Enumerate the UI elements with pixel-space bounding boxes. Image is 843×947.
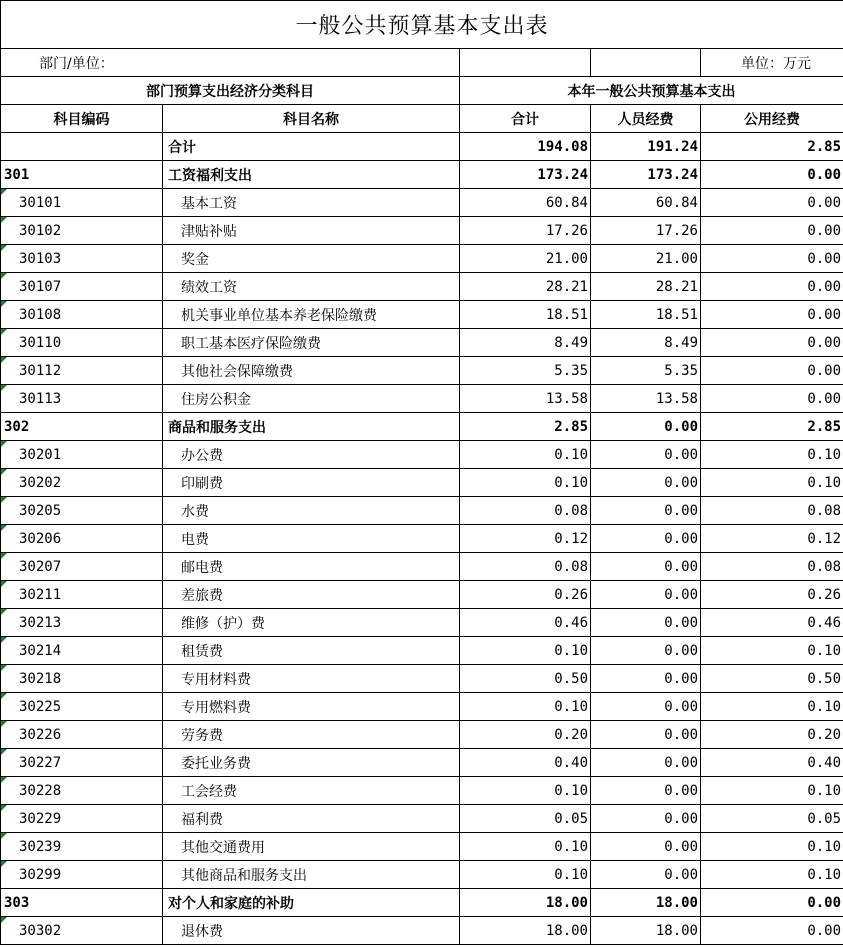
public-cell: 0.08 xyxy=(701,553,843,581)
table-row xyxy=(1,693,843,721)
table-row xyxy=(1,301,843,329)
total-cell: 28.21 xyxy=(460,273,591,301)
table-row xyxy=(1,553,843,581)
personnel-cell: 0.00 xyxy=(591,721,701,749)
personnel-cell: 0.00 xyxy=(591,693,701,721)
code-cell: 30229 xyxy=(1,805,163,833)
code-cell: 30108 xyxy=(1,301,163,329)
personnel-cell: 0.00 xyxy=(591,469,701,497)
total-cell: 60.84 xyxy=(460,189,591,217)
total-cell: 0.08 xyxy=(460,497,591,525)
public-cell: 0.00 xyxy=(701,217,843,245)
name-cell: 差旅费 xyxy=(163,581,460,609)
total-cell: 2.85 xyxy=(460,413,591,441)
total-cell: 0.10 xyxy=(460,441,591,469)
name-cell: 奖金 xyxy=(163,245,460,273)
personnel-cell: 18.51 xyxy=(591,301,701,329)
table-row xyxy=(1,329,843,357)
code-cell: 30302 xyxy=(1,917,163,945)
public-cell: 0.40 xyxy=(701,749,843,777)
name-cell: 委托业务费 xyxy=(163,749,460,777)
total-cell: 8.49 xyxy=(460,329,591,357)
public-cell: 0.00 xyxy=(701,385,843,413)
table-row xyxy=(1,133,843,161)
name-cell: 印刷费 xyxy=(163,469,460,497)
name-cell: 职工基本医疗保险缴费 xyxy=(163,329,460,357)
table-row xyxy=(1,245,843,273)
table-row xyxy=(1,609,843,637)
table-row xyxy=(1,217,843,245)
public-cell: 0.00 xyxy=(701,917,843,945)
dept-label: 部门/单位： xyxy=(1,49,460,77)
personnel-cell: 8.49 xyxy=(591,329,701,357)
name-cell: 专用燃料费 xyxy=(163,693,460,721)
code-cell: 30107 xyxy=(1,273,163,301)
name-cell: 电费 xyxy=(163,525,460,553)
name-cell: 机关事业单位基本养老保险缴费 xyxy=(163,301,460,329)
personnel-cell: 0.00 xyxy=(591,609,701,637)
total-cell: 21.00 xyxy=(460,245,591,273)
total-cell: 0.10 xyxy=(460,861,591,889)
personnel-cell: 28.21 xyxy=(591,273,701,301)
code-cell: 302 xyxy=(1,413,163,441)
name-cell: 合计 xyxy=(163,133,460,161)
name-cell: 福利费 xyxy=(163,805,460,833)
total-cell: 0.05 xyxy=(460,805,591,833)
total-cell: 0.10 xyxy=(460,469,591,497)
meta-row xyxy=(1,49,843,77)
code-cell: 30101 xyxy=(1,189,163,217)
personnel-cell: 0.00 xyxy=(591,637,701,665)
personnel-cell: 173.24 xyxy=(591,161,701,189)
header-public: 公用经费 xyxy=(701,105,843,133)
public-cell: 0.10 xyxy=(701,861,843,889)
total-cell: 5.35 xyxy=(460,357,591,385)
public-cell: 0.12 xyxy=(701,525,843,553)
personnel-cell: 5.35 xyxy=(591,357,701,385)
table-row xyxy=(1,805,843,833)
public-cell: 0.10 xyxy=(701,777,843,805)
name-cell: 津贴补贴 xyxy=(163,217,460,245)
code-cell: 30225 xyxy=(1,693,163,721)
total-cell: 0.08 xyxy=(460,553,591,581)
group-header-left: 部门预算支出经济分类科目 xyxy=(1,77,460,105)
personnel-cell: 0.00 xyxy=(591,833,701,861)
code-cell: 30227 xyxy=(1,749,163,777)
code-cell: 30112 xyxy=(1,357,163,385)
table-row xyxy=(1,413,843,441)
name-cell: 对个人和家庭的补助 xyxy=(163,889,460,917)
name-cell: 劳务费 xyxy=(163,721,460,749)
code-cell: 30218 xyxy=(1,665,163,693)
code-cell: 30213 xyxy=(1,609,163,637)
code-cell: 30228 xyxy=(1,777,163,805)
public-cell: 0.00 xyxy=(701,189,843,217)
name-cell: 绩效工资 xyxy=(163,273,460,301)
table-row xyxy=(1,469,843,497)
code-cell xyxy=(1,133,163,161)
total-cell: 0.40 xyxy=(460,749,591,777)
public-cell: 0.08 xyxy=(701,497,843,525)
public-cell: 0.00 xyxy=(701,301,843,329)
public-cell: 0.00 xyxy=(701,357,843,385)
table-row xyxy=(1,441,843,469)
total-cell: 18.51 xyxy=(460,301,591,329)
personnel-cell: 18.00 xyxy=(591,917,701,945)
name-cell: 退休费 xyxy=(163,917,460,945)
header-code: 科目编码 xyxy=(1,105,163,133)
public-cell: 0.00 xyxy=(701,245,843,273)
public-cell: 2.85 xyxy=(701,133,843,161)
name-cell: 水费 xyxy=(163,497,460,525)
personnel-cell: 0.00 xyxy=(591,777,701,805)
code-cell: 30102 xyxy=(1,217,163,245)
personnel-cell: 0.00 xyxy=(591,805,701,833)
table-row xyxy=(1,189,843,217)
header-name: 科目名称 xyxy=(163,105,460,133)
public-cell: 0.50 xyxy=(701,665,843,693)
table-row xyxy=(1,917,843,945)
table-row xyxy=(1,581,843,609)
table-row xyxy=(1,721,843,749)
table-row xyxy=(1,749,843,777)
column-header-row xyxy=(1,105,843,133)
personnel-cell: 17.26 xyxy=(591,217,701,245)
total-cell: 0.50 xyxy=(460,665,591,693)
name-cell: 邮电费 xyxy=(163,553,460,581)
public-cell: 0.10 xyxy=(701,469,843,497)
personnel-cell: 60.84 xyxy=(591,189,701,217)
code-cell: 30206 xyxy=(1,525,163,553)
group-header-row xyxy=(1,77,843,105)
name-cell: 住房公积金 xyxy=(163,385,460,413)
total-cell: 0.26 xyxy=(460,581,591,609)
code-cell: 30214 xyxy=(1,637,163,665)
personnel-cell: 0.00 xyxy=(591,413,701,441)
public-cell: 0.05 xyxy=(701,805,843,833)
meta-blank-cell xyxy=(591,49,701,77)
page-title: 一般公共预算基本支出表 xyxy=(1,1,843,49)
personnel-cell: 21.00 xyxy=(591,245,701,273)
code-cell: 30110 xyxy=(1,329,163,357)
public-cell: 0.10 xyxy=(701,693,843,721)
name-cell: 工资福利支出 xyxy=(163,161,460,189)
total-cell: 0.10 xyxy=(460,833,591,861)
header-total: 合计 xyxy=(460,105,591,133)
name-cell: 基本工资 xyxy=(163,189,460,217)
code-cell: 30103 xyxy=(1,245,163,273)
name-cell: 专用材料费 xyxy=(163,665,460,693)
personnel-cell: 0.00 xyxy=(591,497,701,525)
code-cell: 30299 xyxy=(1,861,163,889)
code-cell: 301 xyxy=(1,161,163,189)
code-cell: 30226 xyxy=(1,721,163,749)
personnel-cell: 191.24 xyxy=(591,133,701,161)
total-cell: 18.00 xyxy=(460,917,591,945)
name-cell: 其他商品和服务支出 xyxy=(163,861,460,889)
public-cell: 0.46 xyxy=(701,609,843,637)
personnel-cell: 0.00 xyxy=(591,525,701,553)
code-cell: 30113 xyxy=(1,385,163,413)
public-cell: 0.26 xyxy=(701,581,843,609)
total-cell: 0.10 xyxy=(460,693,591,721)
table-row xyxy=(1,525,843,553)
total-cell: 194.08 xyxy=(460,133,591,161)
unit-label: 单位：万元 xyxy=(701,49,843,77)
code-cell: 30211 xyxy=(1,581,163,609)
public-cell: 0.00 xyxy=(701,273,843,301)
table-row xyxy=(1,665,843,693)
public-cell: 0.00 xyxy=(701,889,843,917)
name-cell: 租赁费 xyxy=(163,637,460,665)
public-cell: 0.10 xyxy=(701,441,843,469)
table-row xyxy=(1,777,843,805)
total-cell: 0.46 xyxy=(460,609,591,637)
public-cell: 0.10 xyxy=(701,637,843,665)
table-row xyxy=(1,889,843,917)
code-cell: 30201 xyxy=(1,441,163,469)
name-cell: 其他交通费用 xyxy=(163,833,460,861)
code-cell: 30205 xyxy=(1,497,163,525)
personnel-cell: 0.00 xyxy=(591,441,701,469)
table-row xyxy=(1,833,843,861)
table-row xyxy=(1,385,843,413)
title-row xyxy=(1,1,843,49)
code-cell: 30207 xyxy=(1,553,163,581)
name-cell: 商品和服务支出 xyxy=(163,413,460,441)
public-cell: 2.85 xyxy=(701,413,843,441)
code-cell: 30239 xyxy=(1,833,163,861)
personnel-cell: 0.00 xyxy=(591,665,701,693)
personnel-cell: 0.00 xyxy=(591,861,701,889)
total-cell: 0.12 xyxy=(460,525,591,553)
table-row xyxy=(1,637,843,665)
meta-blank-cell xyxy=(460,49,591,77)
total-cell: 0.10 xyxy=(460,777,591,805)
code-cell: 303 xyxy=(1,889,163,917)
table-row xyxy=(1,497,843,525)
public-cell: 0.00 xyxy=(701,329,843,357)
group-header-right: 本年一般公共预算基本支出 xyxy=(460,77,843,105)
code-cell: 30202 xyxy=(1,469,163,497)
total-cell: 0.10 xyxy=(460,637,591,665)
personnel-cell: 0.00 xyxy=(591,553,701,581)
total-cell: 17.26 xyxy=(460,217,591,245)
name-cell: 其他社会保障缴费 xyxy=(163,357,460,385)
total-cell: 0.20 xyxy=(460,721,591,749)
personnel-cell: 13.58 xyxy=(591,385,701,413)
name-cell: 工会经费 xyxy=(163,777,460,805)
personnel-cell: 0.00 xyxy=(591,749,701,777)
table-row xyxy=(1,273,843,301)
personnel-cell: 0.00 xyxy=(591,581,701,609)
total-cell: 173.24 xyxy=(460,161,591,189)
header-personnel: 人员经费 xyxy=(591,105,701,133)
name-cell: 办公费 xyxy=(163,441,460,469)
table-row xyxy=(1,161,843,189)
public-cell: 0.20 xyxy=(701,721,843,749)
public-cell: 0.10 xyxy=(701,833,843,861)
total-cell: 13.58 xyxy=(460,385,591,413)
table-row xyxy=(1,357,843,385)
public-cell: 0.00 xyxy=(701,161,843,189)
table-row xyxy=(1,861,843,889)
name-cell: 维修（护）费 xyxy=(163,609,460,637)
personnel-cell: 18.00 xyxy=(591,889,701,917)
total-cell: 18.00 xyxy=(460,889,591,917)
